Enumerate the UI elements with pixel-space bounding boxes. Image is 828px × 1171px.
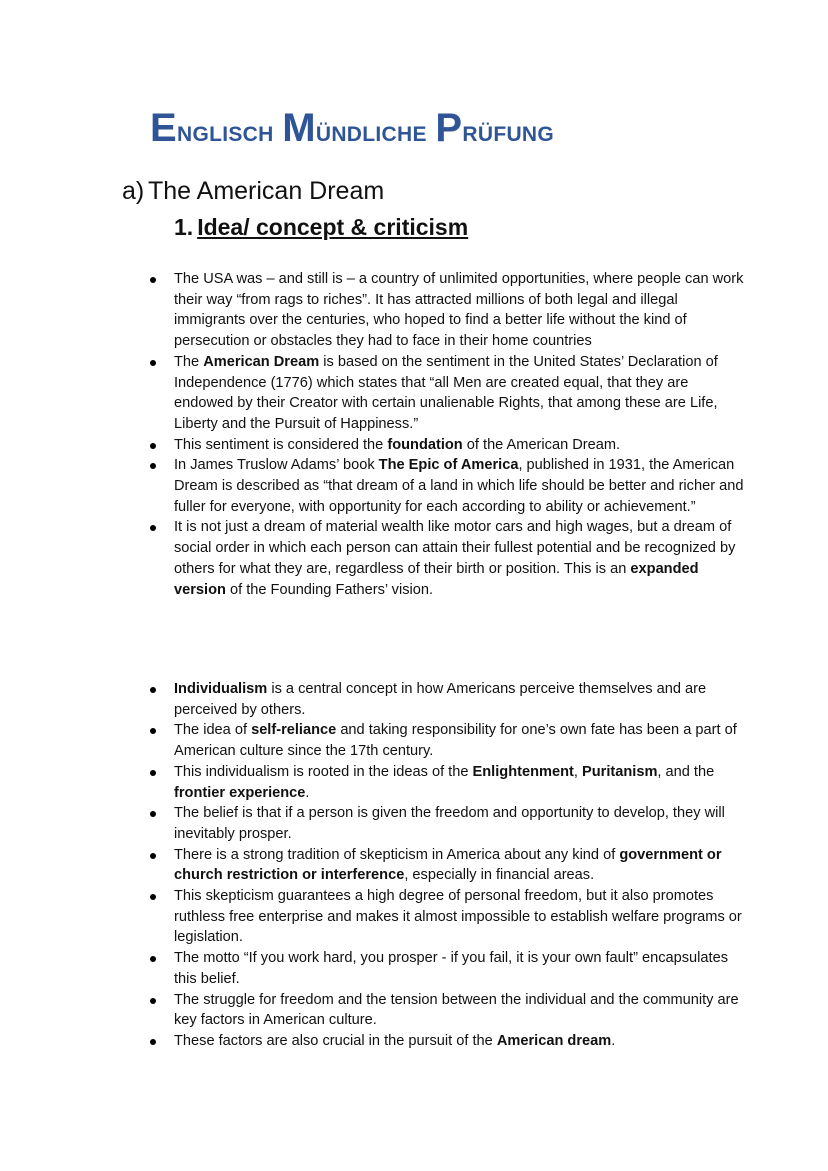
list-item	[148, 679, 748, 720]
list-item	[148, 517, 748, 600]
list-item-text: is based on the sentiment in the United States’ Declaration of Independence (1776) which states that “all Men are created equal, that they are endowed by their Creator with certain unalienable Rights, that among these are Life, Liberty and the Pursuit of Happiness.”	[174, 353, 718, 432]
subsection-heading	[174, 214, 468, 241]
list-item-text: The motto “If you work hard, you prosper - if you fail, it is your own fault” encapsulates this belief.	[174, 950, 728, 987]
list-item-text: ,	[573, 763, 582, 780]
title-text: nglisch	[176, 115, 283, 148]
list-item	[148, 886, 748, 948]
list-item-text: These factors are also crucial in the pursuit of the	[174, 1032, 497, 1049]
list-item-text: .	[611, 1032, 616, 1049]
list-item-text: and taking responsibility for one’s own fate has been a part of American culture since the 17th century.	[174, 722, 737, 760]
list-item-text: This skepticism guarantees a high degree of personal freedom, but it also promotes ruthless free enterprise and makes it almost impossible to establish welfare programs or legislation.	[174, 888, 742, 946]
title-initial: E	[150, 106, 177, 150]
title-text: ündliche	[315, 115, 436, 148]
list-item-text: The idea of	[174, 722, 252, 739]
emphasis-text: expanded version	[174, 560, 699, 598]
emphasis-text: Puritanism	[582, 763, 658, 780]
emphasis-text: Individualism	[174, 681, 268, 697]
emphasis-text: government or church restriction or interference	[174, 846, 722, 884]
list-item-text: The	[174, 353, 204, 370]
list-item-text: The USA was – and still is – a country of unlimited opportunities, where people can work their way “from rags to riches”. It has attracted millions of both legal and illegal immigrants over the centuries, who hoped to find a better life without the kind of persecution or obstacles they had to face in their home countries	[174, 271, 744, 350]
list-item	[148, 352, 748, 435]
title-initial: P	[435, 106, 463, 150]
title-text: rüfung	[462, 115, 555, 148]
list-item-text: It is not just a dream of material wealth like motor cars and high wages, but a dream of social order in which each person can attain their fullest potential and be recognized by others for what they are, regardless of their birth or position. This is an	[174, 519, 736, 577]
list-item	[148, 455, 748, 517]
emphasis-text: The Epic of America	[378, 457, 519, 474]
list-item-text: of the American Dream.	[462, 436, 621, 453]
bullet-list-concept	[148, 269, 748, 600]
list-item	[148, 845, 748, 886]
list-item	[148, 762, 748, 803]
list-item-text: There is a strong tradition of skepticism in America about any kind of	[174, 846, 620, 863]
list-item	[148, 269, 748, 352]
title-initial: M	[282, 106, 316, 150]
list-item-text: In James Truslow Adams’ book	[174, 457, 379, 474]
list-item	[148, 803, 748, 844]
emphasis-text: American Dream	[203, 353, 320, 370]
list-item-text: This sentiment is considered the	[174, 436, 388, 453]
emphasis-text: frontier experience	[174, 784, 306, 801]
subsection-number: 1.	[174, 214, 194, 240]
emphasis-text: foundation	[387, 436, 463, 453]
list-item-text: is a central concept in how Americans perceive themselves and are perceived by others.	[174, 681, 707, 718]
bullet-list-individualism	[148, 679, 748, 1052]
emphasis-text: American dream	[496, 1032, 612, 1049]
list-item	[148, 948, 748, 989]
list-item-text: The belief is that if a person is given the freedom and opportunity to develop, they will inevitably prosper.	[174, 805, 725, 842]
list-item-text: This individualism is rooted in the ideas of the	[174, 763, 473, 780]
section-number: a)	[122, 177, 145, 205]
page-title	[150, 106, 554, 151]
list-item-text: , and the	[657, 763, 715, 780]
list-item	[148, 990, 748, 1031]
list-item-text: , especially in financial areas.	[404, 867, 595, 884]
section-title: The American Dream	[148, 177, 385, 205]
list-item	[148, 435, 748, 456]
list-item	[148, 720, 748, 761]
subsection-title: Idea/ concept & criticism	[197, 214, 469, 240]
list-item-text: The struggle for freedom and the tension between the individual and the community are key factors in American culture.	[174, 991, 739, 1029]
list-item-text: , published in 1931, the American Dream is described as “that dream of a land in which life should be better and richer and fuller for everyone, with opportunity for each according to ability or achievement.”	[174, 457, 744, 515]
list-item-text: of the Founding Fathers’ vision.	[225, 581, 434, 598]
emphasis-text: Enlightenment	[472, 763, 574, 780]
emphasis-text: self-reliance	[251, 722, 337, 739]
list-item	[148, 1031, 748, 1052]
list-item-text: .	[305, 784, 310, 801]
section-heading	[122, 177, 384, 206]
